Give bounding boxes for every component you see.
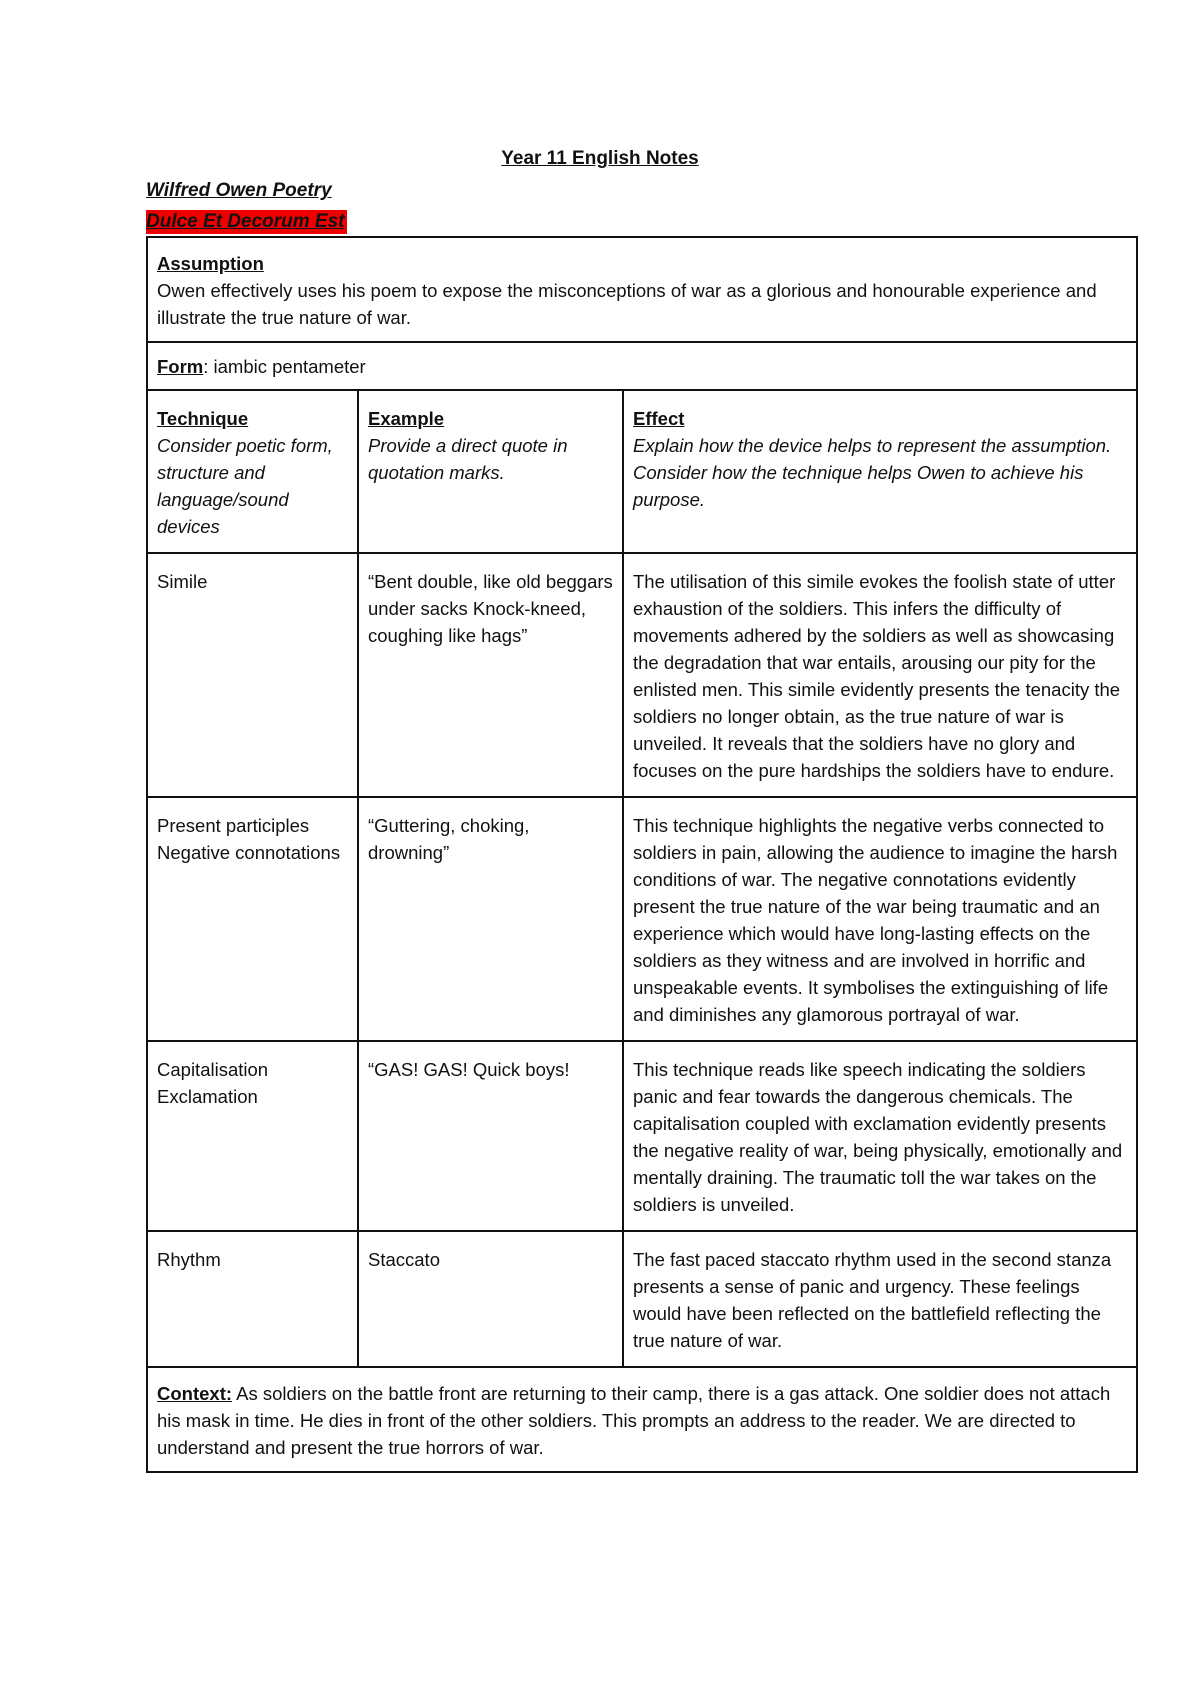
example-text: “GAS! GAS! Quick boys! [368, 1059, 570, 1080]
table-row [147, 1041, 1137, 1231]
example-header: Example [368, 408, 445, 429]
column-header-row [147, 390, 1137, 553]
assumption-text: Owen effectively uses his poem to expose the misconceptions of war as a glorious and honourable experience and illustrate the true nature of war. [157, 280, 1097, 328]
form-cell [147, 342, 1137, 390]
example-text: “Bent double, like old beggars under sacks Knock-kneed, coughing like hags” [368, 571, 613, 646]
effect-text: The fast paced staccato rhythm used in the second stanza presents a sense of panic and urgency. These feelings would have been reflected on the battlefield reflecting the true nature of war. [633, 1249, 1112, 1351]
technique-header-cell [147, 390, 358, 553]
technique-description: Consider poetic form, structure and language/sound devices [157, 435, 333, 537]
technique-text: Negative connotations [157, 842, 341, 863]
technique-header: Technique [157, 408, 249, 429]
effect-cell [623, 797, 1137, 1041]
technique-cell [147, 1041, 358, 1231]
document-subtitle: Wilfred Owen Poetry [146, 180, 332, 201]
technique-cell [147, 1231, 358, 1367]
form-label: Form [157, 356, 204, 377]
example-text: Staccato [368, 1249, 440, 1270]
context-row [147, 1367, 1137, 1472]
form-text: : iambic pentameter [203, 356, 366, 377]
poem-title: Dulce Et Decorum Est [146, 211, 345, 232]
effect-cell [623, 1231, 1137, 1367]
form-row [147, 342, 1137, 390]
assumption-cell [147, 237, 1137, 342]
table-row [147, 797, 1137, 1041]
example-cell [358, 1231, 623, 1367]
effect-text: The utilisation of this simile evokes the foolish state of utter exhaustion of the soldiers. This infers the difficulty of movements adhered by the soldiers as well as showcasing the degradation that war entails, arousing our pity for the enlisted men. This simile evidently presents the tenacity the soldiers no longer obtain, as the true nature of war is unveiled. It reveals that the soldiers have no glory and focuses on the pure hardships the soldiers have to endure. [633, 571, 1121, 781]
technique-text: Present participles [157, 815, 310, 836]
effect-text: This technique highlights the negative verbs connected to soldiers in pain, allowing the audience to imagine the harsh conditions of war. The negative connotations evidently present the true nature of the war being traumatic and an experience which would have long-lasting effects on the soldiers as they witness and are involved in horrific and unspeakable events. It symbolises the extinguishing of life and diminishes any glamorous portrayal of war. [633, 815, 1118, 1025]
technique-cell [147, 797, 358, 1041]
technique-cell [147, 553, 358, 797]
table-row [147, 553, 1137, 797]
technique-text: Simile [157, 571, 208, 592]
context-text: As soldiers on the battle front are returning to their camp, there is a gas attack. One soldier does not attach his mask in time. He dies in front of the other soldiers. This prompts an address to the reader. We are directed to understand and present the true horrors of war. [157, 1383, 1111, 1458]
example-description: Provide a direct quote in quotation marks. [368, 435, 568, 483]
example-cell [358, 1041, 623, 1231]
example-header-cell [358, 390, 623, 553]
effect-header-cell [623, 390, 1137, 553]
effect-text: This technique reads like speech indicating the soldiers panic and fear towards the dangerous chemicals. The capitalisation coupled with exclamation evidently presents the negative reality of war, being physically, emotionally and mentally draining. The traumatic toll the war takes on the soldiers is unveiled. [633, 1059, 1123, 1215]
effect-cell [623, 1041, 1137, 1231]
effect-header: Effect [633, 408, 685, 429]
example-cell [358, 797, 623, 1041]
document-title: Year 11 English Notes [501, 148, 699, 169]
context-label: Context: [157, 1383, 233, 1404]
assumption-label: Assumption [157, 253, 264, 274]
technique-text: Rhythm [157, 1249, 221, 1270]
technique-text: Capitalisation [157, 1059, 269, 1080]
example-text: “Guttering, choking, drowning” [368, 815, 530, 863]
table-row [147, 1231, 1137, 1367]
assumption-row [147, 237, 1137, 342]
notes-table [146, 236, 1138, 1473]
effect-cell [623, 553, 1137, 797]
example-cell [358, 553, 623, 797]
effect-description: Explain how the device helps to represent the assumption. Consider how the technique helps Owen to achieve his purpose. [633, 435, 1112, 510]
context-cell [147, 1367, 1137, 1472]
technique-text: Exclamation [157, 1086, 258, 1107]
